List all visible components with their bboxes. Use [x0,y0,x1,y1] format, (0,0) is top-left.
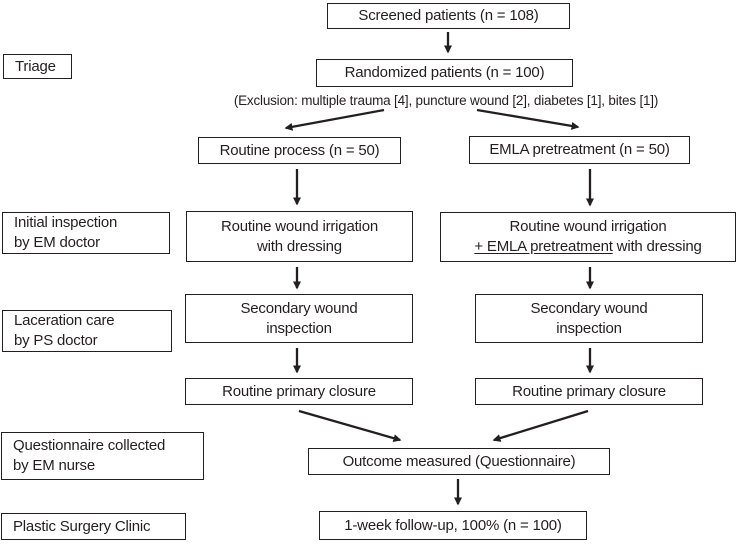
stage-label-plastic-surgery-clinic-text: Plastic Surgery Clinic [13,517,151,535]
exclusion-note-label: (Exclusion: multiple trauma [4], puncture wound [2], diabetes [1], bites [1]) [233,93,659,108]
node-secondary-inspection-right-line1: Secondary wound [530,299,648,317]
stage-label-laceration-care-line2: by PS doctor [14,332,98,349]
node-routine-irrigation-line1: Routine wound irrigation [221,217,378,235]
node-randomized-patients [316,59,573,87]
stage-label-questionnaire [1,432,204,480]
node-emla-pretreatment-label: EMLA pretreatment (n = 50) [489,141,670,159]
node-primary-closure-right-label: Routine primary closure [512,382,666,400]
stage-label-laceration-care [2,310,172,352]
stage-label-initial-inspection-line2: by EM doctor [14,234,100,251]
node-secondary-inspection-right-line2: inspection [556,319,622,337]
node-randomized-patients-label: Randomized patients (n = 100) [344,64,545,82]
stage-label-initial-inspection-line1: Initial inspection [14,214,118,232]
stage-label-questionnaire-line1: Questionnaire collected [13,437,166,455]
node-primary-closure-left [185,378,413,405]
node-followup [319,511,587,540]
node-secondary-inspection-left-line1: Secondary wound [240,299,358,317]
stage-label-plastic-surgery-clinic [1,513,186,540]
stage-label-laceration-care-line1: Laceration care [14,312,115,330]
exclusion-note [156,93,736,108]
stage-label-questionnaire-line2: by EM nurse [13,457,95,474]
node-primary-closure-left-label: Routine primary closure [222,382,376,400]
node-secondary-inspection-right [475,294,703,343]
node-secondary-inspection-left [185,294,413,343]
node-emla-irrigation-line2 [474,237,701,257]
stage-label-initial-inspection [2,212,170,254]
node-routine-process [198,137,401,164]
node-routine-irrigation-line2: with dressing [257,237,342,255]
node-secondary-inspection-left-line2: inspection [266,319,332,337]
node-emla-irrigation-line1: Routine wound irrigation [509,218,667,236]
arrow-closure-left-to-outcome [299,411,400,440]
node-primary-closure-right [475,378,703,405]
node-routine-process-label: Routine process (n = 50) [219,141,380,159]
arrow-randomized-to-emla-pretreatment [477,110,578,127]
arrow-randomized-to-routine-process [286,110,384,128]
node-outcome-measured [308,448,610,475]
node-outcome-measured-label: Outcome measured (Questionnaire) [342,452,576,470]
stage-label-triage [3,54,72,79]
node-screened-patients-label: Screened patients (n = 108) [358,7,539,25]
stage-label-triage-text: Triage [15,57,56,75]
node-followup-label: 1-week follow-up, 100% (n = 100) [344,516,562,534]
node-screened-patients [327,3,570,29]
node-emla-irrigation-line2-rest: with dressing [612,238,702,255]
node-emla-pretreatment [469,136,690,164]
node-emla-irrigation-line2-underlined: + EMLA pretreatment [474,238,613,255]
arrow-closure-right-to-outcome [494,411,588,440]
node-routine-irrigation [186,211,413,262]
node-emla-irrigation [440,212,736,262]
